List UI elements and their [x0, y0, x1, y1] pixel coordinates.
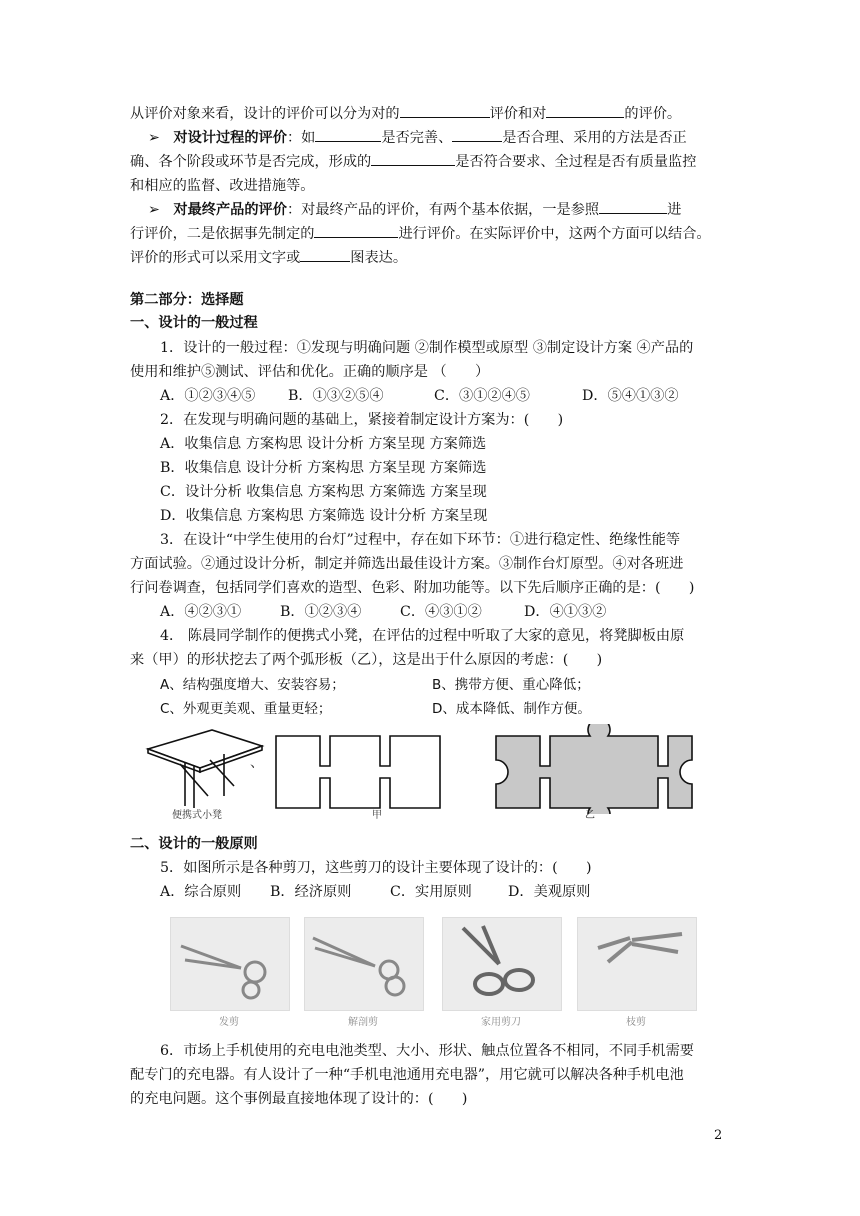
section-title: 一、设计的一般过程	[130, 315, 258, 331]
text: 是否完善、	[381, 130, 453, 146]
q6-stem-1: 6．市场上手机使用的充电电池类型、大小、形状、触点位置各不相同，不同手机需要	[160, 1043, 694, 1059]
option-d[interactable]: D．⑤④①③②	[582, 388, 679, 404]
scissors-photo	[304, 917, 424, 1011]
section-title: 二、设计的一般原则	[130, 836, 258, 852]
q4-options-1	[160, 673, 730, 697]
q2-stem: 2．在发现与明确问题的基础上，紧接着制定设计方案为：( )	[160, 412, 564, 428]
caption-stool: 便携式小凳	[172, 810, 222, 821]
pruning-shears-icon	[578, 918, 696, 1010]
q3-stem-2: 方面试验。②通过设计分析，制定并筛选出最佳设计方案。③制作台灯原型。④对各班进	[130, 556, 684, 572]
stool-figure	[140, 724, 700, 814]
option-c[interactable]: C．实用原则	[390, 884, 472, 900]
q3-stem-1: 3．在设计“中学生使用的台灯”过程中，存在如下环节：①进行稳定性、绝缘性能等	[160, 532, 681, 548]
option-a[interactable]: A．①②③④⑤	[160, 388, 256, 404]
text: 确、各个阶段或环节是否完成，形成的	[130, 154, 372, 170]
caption-yi: 乙	[585, 810, 595, 821]
option-a[interactable]: A．综合原则	[160, 884, 242, 900]
stool-drawing	[148, 730, 262, 808]
text: 评价和对	[489, 106, 547, 122]
option-a[interactable]: A、结构强度增大、安装容易；	[160, 677, 345, 693]
part1-line-3	[130, 150, 730, 174]
scissors-caption: 枝剪	[626, 1017, 646, 1028]
bold-label: 对设计过程的评价	[173, 130, 287, 146]
option-b[interactable]: B．经济原则	[270, 884, 352, 900]
caption-jia: 甲	[372, 810, 382, 821]
page-number: 2	[714, 1128, 723, 1143]
answer-blank[interactable]	[314, 223, 398, 238]
answer-blank[interactable]	[546, 103, 624, 118]
option-c[interactable]: C．设计分析 收集信息 方案构思 方案筛选 方案呈现	[160, 484, 487, 500]
dissecting-scissors-icon	[305, 918, 423, 1010]
option-d[interactable]: D、成本降低、制作方便。	[432, 701, 591, 717]
bold-label: 对最终产品的评价	[173, 202, 287, 218]
option-b[interactable]: B．收集信息 设计分析 方案构思 方案呈现 方案筛选	[160, 460, 487, 476]
text: 的评价。	[624, 106, 682, 122]
scissors-photo	[577, 917, 697, 1011]
text: 进行评价。在实际评价中，这两个方面可以结合。	[398, 226, 711, 242]
answer-blank[interactable]	[599, 199, 667, 214]
option-d[interactable]: D．美观原则	[508, 884, 591, 900]
option-c[interactable]: C．④③①②	[400, 604, 482, 620]
separator-mark: 、	[250, 755, 264, 771]
q1-options	[160, 384, 730, 408]
board-yi	[496, 724, 692, 814]
q4-stem-2: 来（甲）的形状挖去了两个弧形板（乙），这是出于什么原因的考虑：( )	[130, 652, 603, 668]
q5-options	[160, 880, 730, 904]
q6-stem-2: 配专门的充电器。有人设计了一种“手机电池通用充电器”，用它就可以解决各种手机电池	[130, 1067, 684, 1083]
part1-line-5	[148, 198, 718, 222]
text: 图表达。	[350, 250, 408, 266]
hair-scissors-icon	[171, 918, 289, 1010]
part1-line-6	[130, 222, 730, 246]
option-d[interactable]: D．收集信息 方案构思 方案筛选 设计分析 方案呈现	[160, 508, 488, 524]
q3-options	[160, 600, 730, 624]
answer-blank[interactable]	[300, 247, 350, 262]
text: ：如	[286, 130, 316, 146]
scissors-caption: 解剖剪	[348, 1017, 378, 1028]
scissors-photo	[442, 917, 562, 1011]
text: 进	[667, 202, 682, 218]
q1-stem-1: 1．设计的一般过程：①发现与明确问题 ②制作模型或原型 ③制定设计方案 ④产品的	[160, 340, 694, 356]
scissors-caption: 家用剪刀	[481, 1017, 521, 1028]
answer-blank[interactable]	[315, 127, 381, 142]
option-c[interactable]: C．③①②④⑤	[434, 388, 530, 404]
text: 是否合理、采用的方法是否正	[502, 130, 687, 146]
text: 行评价，二是依据事先制定的	[130, 226, 315, 242]
text: 评价的形式可以采用文字或	[130, 250, 301, 266]
q4-options-2	[160, 697, 730, 721]
q1-stem-2: 使用和维护⑤测试、评估和优化。正确的顺序是 （ ）	[130, 364, 490, 380]
part2-title: 第二部分：选择题	[130, 292, 244, 308]
text: 是否符合要求、全过程是否有质量监控	[455, 154, 697, 170]
board-jia	[276, 736, 440, 808]
answer-blank[interactable]	[452, 127, 502, 142]
scissors-photo	[170, 917, 290, 1011]
part1-line-2	[148, 126, 718, 150]
household-scissors-icon	[443, 918, 561, 1010]
option-d[interactable]: D．④①③②	[524, 604, 607, 620]
text: ：对最终产品的评价，有两个基本依据，一是参照	[286, 202, 600, 218]
option-b[interactable]: B．①③②⑤④	[288, 388, 384, 404]
q6-stem-3: 的充电问题。这个事例最直接地体现了设计的：( )	[130, 1091, 468, 1107]
option-a[interactable]: A．收集信息 方案构思 设计分析 方案呈现 方案筛选	[160, 436, 487, 452]
text: 从评价对象来看，设计的评价可以分为对的	[130, 106, 400, 122]
answer-blank[interactable]	[400, 103, 490, 118]
part1-line-7	[130, 246, 730, 270]
part1-line-4: 和相应的监督、改进措施等。	[130, 178, 315, 194]
bullet-icon: ➢	[148, 202, 160, 218]
part1-line-1	[130, 102, 730, 126]
bullet-icon: ➢	[148, 130, 160, 146]
scissors-caption: 发剪	[219, 1017, 239, 1028]
q5-stem: 5．如图所示是各种剪刀，这些剪刀的设计主要体现了设计的：( )	[160, 860, 592, 876]
option-b[interactable]: B、携带方便、重心降低；	[432, 677, 590, 693]
answer-blank[interactable]	[371, 151, 455, 166]
q4-stem-1: 4． 陈晨同学制作的便携式小凳，在评估的过程中听取了大家的意见，将凳脚板由原	[160, 628, 685, 644]
q3-stem-3: 行问卷调查，包括同学们喜欢的造型、色彩、附加功能等。以下先后顺序正确的是：( )	[130, 580, 695, 596]
option-b[interactable]: B．①②③④	[280, 604, 362, 620]
option-a[interactable]: A．④②③①	[160, 604, 242, 620]
option-c[interactable]: C、外观更美观、重量更轻；	[160, 701, 332, 717]
